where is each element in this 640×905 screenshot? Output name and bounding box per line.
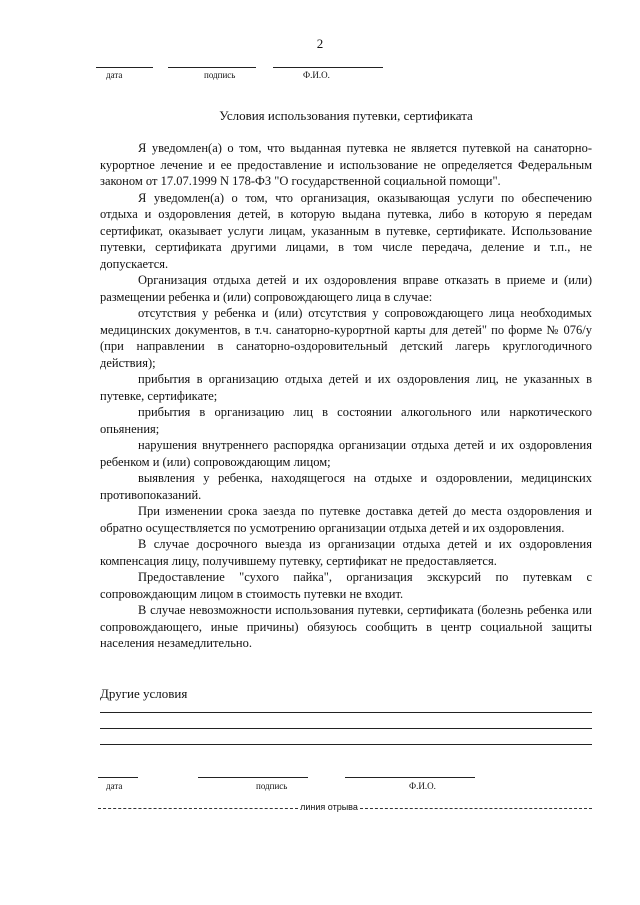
paragraph: Я уведомлен(а) о том, что выданная путевка не является путевкой на санаторно-курортное лечение и ее предоставление и использование не определяется Федеральным законом от 17.07.1999 N 178-ФЗ "О государственной социальной помощи".: [100, 141, 592, 188]
cut-line: [98, 802, 592, 814]
page-number: 2: [316, 36, 324, 51]
other-conditions-heading: Другие условия: [100, 686, 188, 701]
cut-line-label: линия отрыва: [300, 802, 358, 812]
signature-line: [168, 67, 256, 68]
signature-caption: подпись: [256, 781, 288, 791]
paragraph: прибытия в организацию лиц в состоянии алкогольного или наркотического опьянения;: [100, 405, 592, 436]
section-title: Условия использования путевки, сертификата: [219, 108, 473, 123]
date-line: [98, 777, 138, 778]
paragraph: В случае досрочного выезда из организации отдыха детей и их оздоровления компенсация лицу, получившему путевку, сертификат не предоставляется.: [100, 537, 592, 568]
date-caption: дата: [106, 70, 123, 80]
paragraph: Предоставление "сухого пайка", организация экскурсий по путевкам с сопровождающим лицом в стоимость путевки не входит.: [100, 570, 592, 601]
signature-caption: подпись: [204, 70, 236, 80]
date-line: [96, 67, 153, 68]
conditions-body: [100, 140, 592, 652]
paragraph: прибытия в организацию отдыха детей и их оздоровления лиц, не указанных в путевке, сертификате;: [100, 372, 592, 403]
paragraph: выявления у ребенка, находящегося на отдыхе и оздоровлении, медицинских противопоказаний.: [100, 471, 592, 502]
paragraph: При изменении срока заезда по путевке доставка детей до места оздоровления и обратно осуществляется по усмотрению организации отдыха детей и их оздоровления.: [100, 504, 592, 535]
cut-line-dashes: [98, 808, 298, 809]
date-caption: дата: [106, 781, 123, 791]
fill-in-line: [100, 728, 592, 729]
signature-block-top: [0, 58, 640, 84]
name-line: [273, 67, 383, 68]
signature-line: [198, 777, 308, 778]
name-caption: Ф.И.О.: [303, 70, 330, 80]
cut-line-dashes: [360, 808, 592, 809]
paragraph: нарушения внутреннего распорядка организации отдыха детей и их оздоровления ребенком и (или) сопровождающим лицом;: [100, 438, 592, 469]
name-caption: Ф.И.О.: [409, 781, 436, 791]
fill-in-line: [100, 744, 592, 745]
paragraph: Организация отдыха детей и их оздоровления вправе отказать в приеме и (или) размещении ребенка и (или) сопровождающего лица в случае:: [100, 273, 592, 304]
paragraph: отсутствия у ребенка и (или) отсутствия у сопровождающего лица необходимых медицинских документов, в т.ч. санаторно-курортной карты для детей" по форме № 076/у (при направлении в санаторно-оздоровительный детский лагерь круглогодичного действия);: [100, 306, 592, 370]
paragraph: Я уведомлен(а) о том, что организация, оказывающая услуги по обеспечению отдыха и оздоровления детей, в которую выдана путевка, либо в которую я передам сертификат, оказывает услуги лицам, указанным в путевке, сертификате. Использование путевки, сертификата другими лицами, в том числе передача, деление и т.п., не допускается.: [100, 190, 592, 271]
paragraph: В случае невозможности использования путевки, сертификата (болезнь ребенка или сопровождающего, иные причины) обязуюсь сообщить в центр социальной защиты населения незамедлительно.: [100, 603, 592, 650]
fill-in-line: [100, 712, 592, 713]
name-line: [345, 777, 475, 778]
